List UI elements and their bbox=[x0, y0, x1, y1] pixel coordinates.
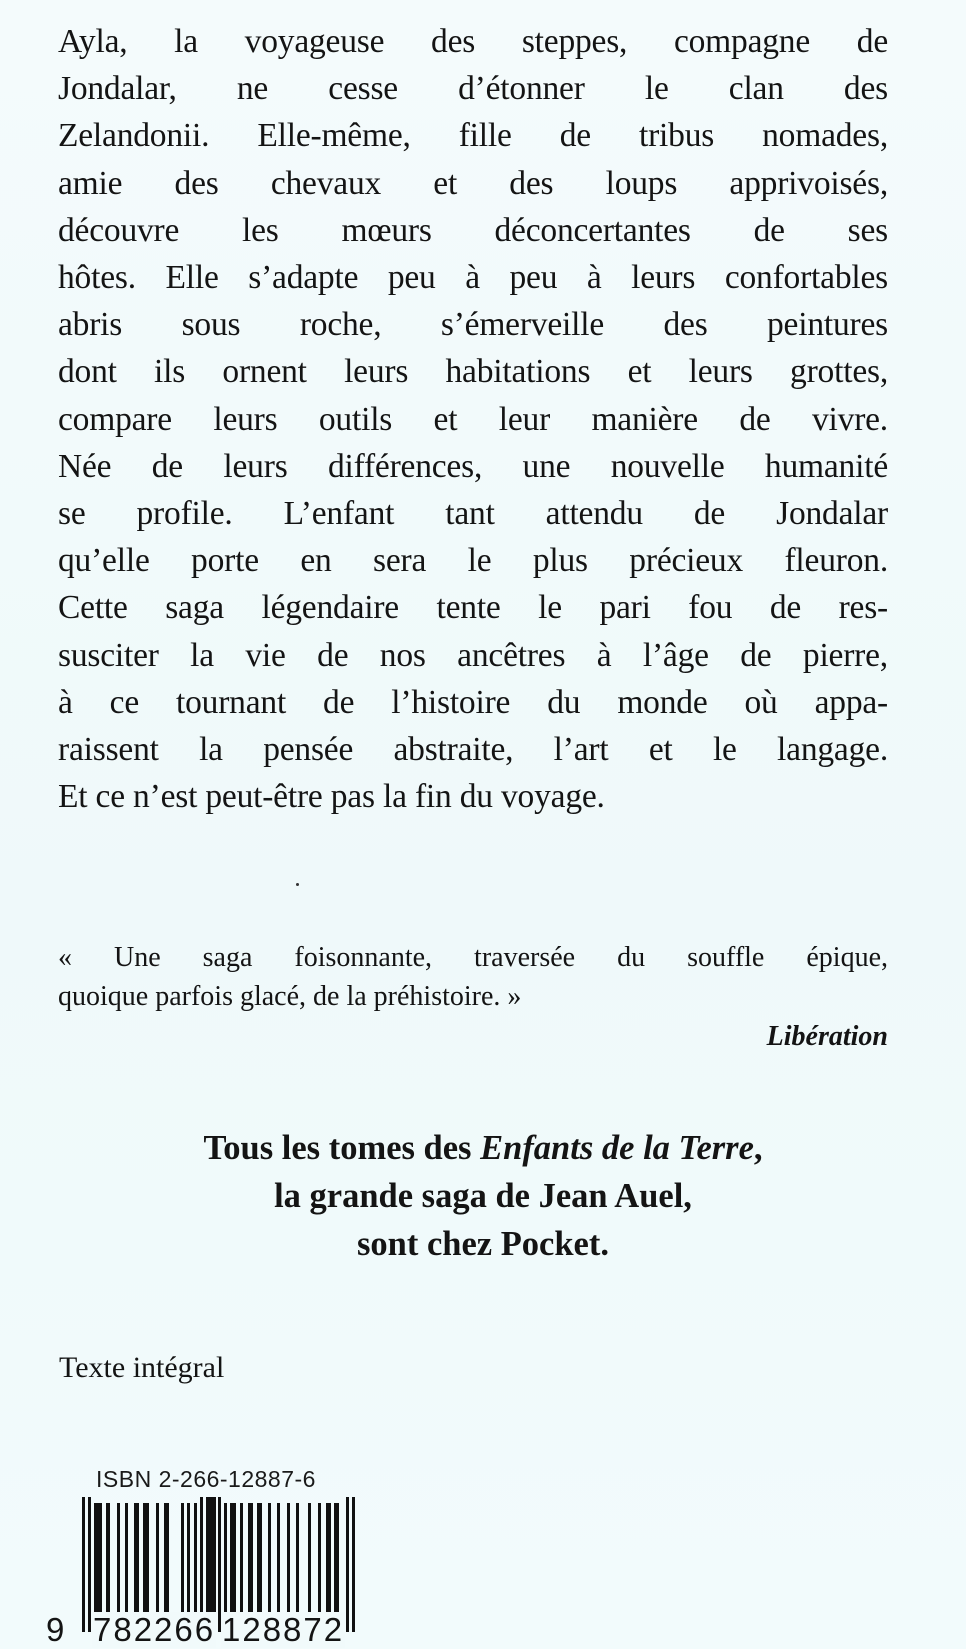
press-quote bbox=[58, 938, 888, 1016]
blurb-line: raissent la pensée abstraite, l’art et le langage. bbox=[58, 731, 888, 769]
blurb-line: Et ce n’est peut-être pas la fin du voyage. bbox=[58, 778, 605, 816]
blurb-line: susciter la vie de nos ancêtres à l’âge de pierre, bbox=[58, 636, 888, 674]
blurb-line: dont ils ornent leurs habitations et leurs grottes, bbox=[58, 353, 888, 391]
unabridged-label: Texte intégral bbox=[59, 1351, 225, 1384]
series-promo bbox=[0, 1124, 966, 1268]
blurb-line: Zelandonii. Elle-même, fille de tribus nomades, bbox=[58, 117, 888, 155]
ean-right-digits: 128872 bbox=[222, 1611, 345, 1648]
promo-line-3: sont chez Pocket. bbox=[357, 1225, 609, 1263]
promo-line-2: la grande saga de Jean Auel, bbox=[274, 1177, 692, 1215]
blurb-line: hôtes. Elle s’adapte peu à peu à leurs confortables bbox=[58, 259, 888, 297]
isbn-label: ISBN 2-266-12887-6 bbox=[96, 1466, 316, 1492]
blurb-line: Cette saga légendaire tente le pari fou de res- bbox=[58, 589, 888, 627]
promo-line-1 bbox=[0, 1124, 966, 1172]
separator-dot bbox=[296, 883, 299, 886]
blurb-line: Jondalar, ne cesse d’étonner le clan des bbox=[58, 70, 888, 108]
quote-source: Libération bbox=[766, 1021, 888, 1052]
promo-suffix: , bbox=[753, 1129, 763, 1167]
blurb-line: se profile. L’enfant tant attendu de Jondalar bbox=[58, 495, 888, 533]
blurb-paragraph bbox=[58, 18, 888, 820]
blurb-line: à ce tournant de l’histoire du monde où appa- bbox=[58, 683, 888, 721]
series-title: Enfants de la Terre bbox=[480, 1129, 754, 1167]
blurb-line: compare leurs outils et leur manière de vivre. bbox=[58, 400, 888, 438]
ean-first-digit: 9 bbox=[46, 1611, 65, 1648]
blurb-line: amie des chevaux et des loups apprivoisés, bbox=[58, 164, 888, 202]
ean-left-digits: 782266 bbox=[93, 1611, 216, 1648]
promo-prefix: Tous les tomes des bbox=[203, 1129, 481, 1167]
blurb-line: Née de leurs différences, une nouvelle humanité bbox=[58, 447, 888, 485]
blurb-line: qu’elle porte en sera le plus précieux fleuron. bbox=[58, 542, 888, 580]
blurb-line: Ayla, la voyageuse des steppes, compagne de bbox=[58, 23, 888, 60]
blurb-line: découvre les mœurs déconcertantes de ses bbox=[58, 211, 888, 249]
quote-line: « Une saga foisonnante, traversée du souffle épique, bbox=[58, 942, 888, 973]
blurb-line: abris sous roche, s’émerveille des peintures bbox=[58, 306, 888, 344]
quote-line: quoique parfois glacé, de la préhistoire. » bbox=[58, 981, 522, 1012]
